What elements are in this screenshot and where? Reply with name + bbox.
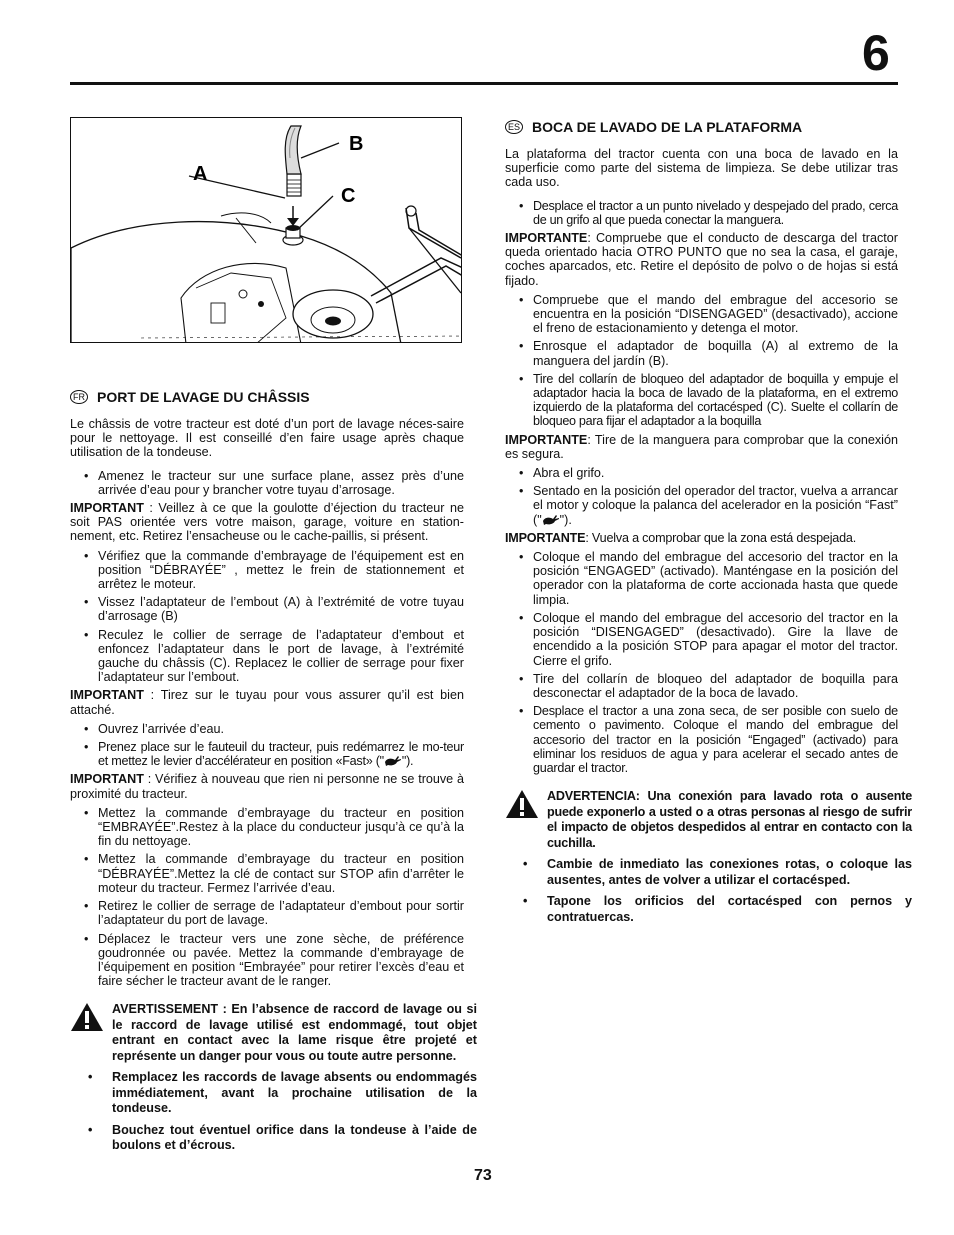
list-item: • Tapone los orificios del cortacésped con pernos y contratuercas. [547,894,912,925]
list-item: • Retirez le collier de serrage de l’adaptateur d’embout pour sortir l’adaptateur du port de lavage. [70,899,464,927]
es-important-1: IMPORTANTE: Compruebe que el conducto de descarga del tractor queda orientado hacia OTRO PUNTO que no sea la casa, el garaje, coches aparcados, etc. Retire el depósito de polvo o de hojas si está fijado. [505,231,898,288]
page-number: 73 [474,1167,492,1184]
list-item: • Cambie de inmediato las conexiones rotas, o coloque las ausentes, antes de volver a utilizar el cortacésped. [547,857,912,888]
label-b: B [349,133,364,155]
es-warning-text: ADVERTENCIA: Una conexión para lavado rota o ausente puede exponerlo a usted o a otras personas al riesgo de sufrir el impacto de objetos despedidos al entrar en contacto con la cuchilla. [547,789,912,850]
fr-bullets-3 [70,722,464,769]
list-item: • Coloque el mando del embrague del accesorio del tractor en la posición “ENGAGED” (activado). Manténgase en la posición del operador con la plataforma de corte accionada hasta que quede limpia. [505,550,898,607]
list-item: • Desplace el tractor a un punto nivelado y despejado del prado, cerca de un grifo al que pueda conectar la manguera. [505,199,898,227]
list-item: • Remplacez les raccords de lavage absents ou endommagés immédiatement, avant la prochaine utilisation de la tondeuse. [112,1070,477,1117]
list-item: • Déplacez le tracteur vers une zone sèche, de préférence goudronnée ou pavée. Mettez la commande d’embrayage de l’équipement en position “Embrayée” pour retirer l’excès d’eau et faire sécher le tracteur avant de le ranger. [70,932,464,989]
list-item: • Mettez la commande d’embrayage du tracteur en position “EMBRAYÉE”.Restez à la place du conducteur jusqu’à ce qu’à la fin du nettoyage. [70,806,464,849]
list-item: • Reculez le collier de serrage de l’adaptateur d’embout et enfoncez l’adaptateur dans le port de lavage, à l’extrémité gauche du châssis (C). Replacez le collier de serrage pour fixer l’adaptateur sur l’embout. [70,628,464,685]
french-section [70,389,477,1160]
fr-section-title: PORT DE LAVAGE DU CHÂSSIS [97,389,310,405]
fr-important-3: IMPORTANT : Vérifiez à nouveau que rien ni personne ne se trouve à proximité du tracteur. [70,772,464,801]
label-c: C [341,185,356,207]
fr-warning-bullets [112,1070,477,1154]
list-item: • Ouvrez l’arrivée d’eau. [70,722,464,736]
spanish-section [505,119,912,931]
es-important-3: IMPORTANTE: Vuelva a comprobar que la zona está despejada. [505,530,857,545]
header-rule [70,82,898,85]
fr-important-2: IMPORTANT : Tirez sur le tuyau pour vous assurer qu’il est bien attaché. [70,688,464,717]
list-item: • Vérifiez que la commande d’embrayage de l’équipement est en position “DÉBRAYÉE” , mettez le frein de stationnement et arrêtez le moteur. [70,549,464,592]
es-bullets-3 [505,466,898,527]
es-intro: La plataforma del tractor cuenta con una boca de lavado en la superficie como parte del sistema de limpieza. Se debe utilizar tras cada uso. [505,147,898,190]
es-bullets-1 [505,199,898,227]
fr-important-1: IMPORTANT : Veillez à ce que la goulotte d’éjection du tracteur ne soit PAS orientée vers votre maison, garage, voiture en station-nement, etc. Retirez l’ensacheuse ou le cache-paillis, si présent. [70,501,464,544]
list-item: • Amenez le tracteur sur une surface plane, assez près d’une arrivée d’eau pour y brancher votre tuyau d’arrosage. [70,469,464,497]
list-item: • Abra el grifo. [505,466,898,480]
es-warning-block [505,789,912,925]
fr-bullets-1 [70,469,464,497]
list-item: • Sentado en la posición del operador del tractor, vuelva a arrancar el motor y coloque la palanca del acelerador en la posición “Fast” (" "). [505,484,898,527]
list-item: • Enrosque el adaptador de boquilla (A) al extremo de la manguera del jardín (B). [505,339,898,367]
fr-language-badge: FR [70,390,88,404]
warning-triangle-icon [70,1002,104,1032]
list-item: • Bouchez tout éventuel orifice dans la tondeuse à l’aide de boulons et d’écrous. [112,1123,477,1154]
list-item: • Tire del collarín de bloqueo del adaptador de boquilla para desconectar el adaptador de la boca de lavado. [505,672,898,700]
fr-intro: Le châssis de votre tracteur est doté d’un port de lavage néces-saire pour le nettoyage. Il est conseillé d’en faire usage après chaque utilisation de la tondeuse. [70,417,464,460]
fr-section-heading [70,389,464,405]
es-important-2: IMPORTANTE: Tire de la manguera para comprobar que la conexión es segura. [505,432,898,461]
wash-port-illustration [70,117,462,343]
es-section-title: BOCA DE LAVADO DE LA PLATAFORMA [532,119,803,135]
chapter-number: 6 [862,25,890,81]
fr-warning-text: AVERTISSEMENT : En l’absence de raccord de lavage ou si le raccord de lavage utilisé est endommagé, tout objet entrant en contact avec la lame risque être projeté et représente un danger pour vous ou toute autre personne. [112,1002,477,1063]
warning-triangle-icon [505,789,539,819]
rabbit-fast-icon [384,755,402,767]
list-item: • Vissez l’adaptateur de l’embout (A) à l’extrémité de votre tuyau d’arrosage (B) [70,595,464,623]
es-warning-bullets [547,857,912,925]
label-a: A [193,163,208,185]
list-item: • Desplace el tractor a una zona seca, de ser posible con suelo de cemento o pavimento. Coloque el mando del embrague del accesorio del tractor en la posición “Engaged” (activado) para eliminar los residuos de agua y para acelerar el secado antes de guardar el tractor. [505,704,898,775]
rabbit-fast-icon [542,514,560,526]
fr-bullets-4 [70,806,464,988]
es-bullets-2 [505,293,898,429]
list-item: • Mettez la commande d’embrayage du tracteur en position “DÉBRAYÉE”.Mettez la clé de contact sur STOP afin d’arrêter le moteur du tracteur. Fermez l’arrivée d’eau. [70,852,464,895]
list-item: • Compruebe que el mando del embrague del accesorio se encuentra en la posición “DISENGAGED” (desactivado), accione el freno de estacionamiento y detenga el motor. [505,293,898,336]
list-item: • Coloque el mando del embrague del accesorio del tractor en la posición “DISENGAGED” (desactivado). Gire la llave de encendido a la posición STOP para apagar el motor del tractor. Cierre el grifo. [505,611,898,668]
list-item: • Tire del collarín de bloqueo del adaptador de boquilla y empuje el adaptador hacia la boca de lavado de la plataforma, en el extremo izquierdo de la plataforma del cortacésped (C). Suelte el collarín de bloqueo para fijar el adaptador a la boquilla [505,372,898,429]
illustration-drawing [71,118,462,343]
es-bullets-4 [505,550,898,775]
es-section-heading [505,119,898,135]
list-item: • Prenez place sur le fauteuil du tracteur, puis redémarrez le mo-teur et mettez le levier d’accélérateur en position «Fast» (" "). [70,740,464,768]
es-language-badge: ES [505,120,523,134]
fr-warning-block [70,1002,477,1154]
fr-bullets-2 [70,549,464,685]
